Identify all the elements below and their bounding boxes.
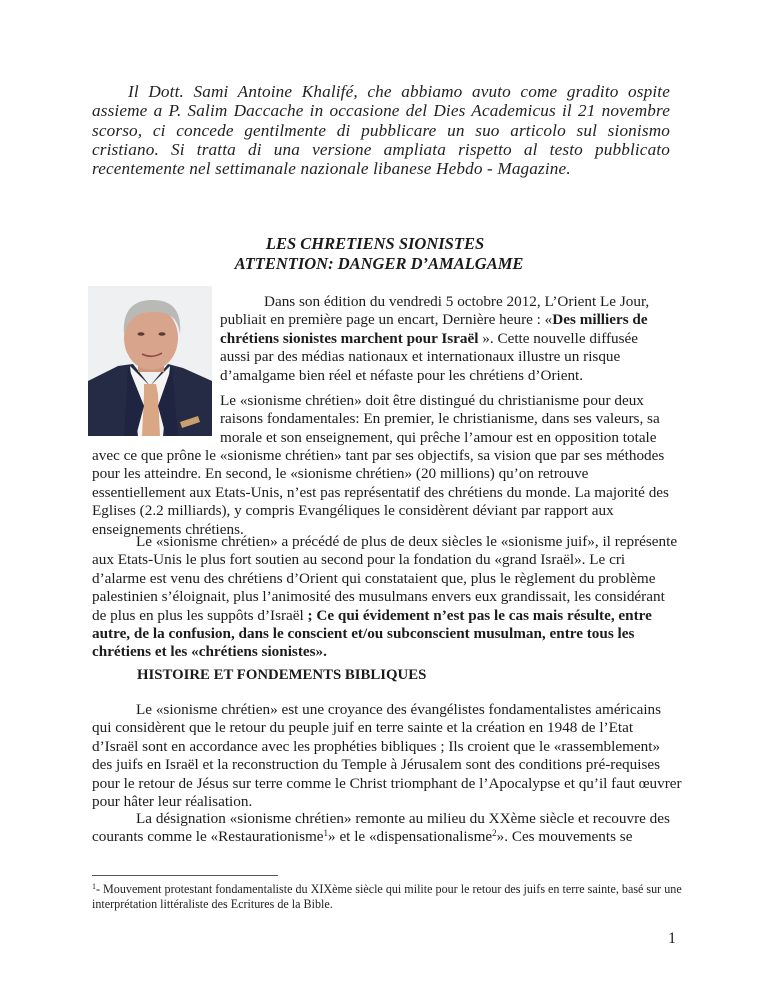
paragraph-1-headline-quote: Des milliers de chrétiens sionistes marchent pour Israël <box>220 311 648 347</box>
intro-paragraph <box>92 82 670 178</box>
page-number: 1 <box>668 930 676 947</box>
footnote-1 <box>92 882 682 912</box>
paragraph-3-emphasis: ; Ce qui évidement n’est pas le cas mais résulte, entre autre, de la confusion, dans le conscient et/ou subconscient musulman, entre tous les chrétiens et les «chrétiens sionistes». <box>92 606 652 661</box>
paragraph-1-text-end: ». Cette nouvelle diffusée aussi par des médias nationaux et internationaux illustre un risque d’amalgame bien réel et néfaste pour les chrétiens d’Orient. <box>220 329 639 384</box>
title-line-1: LES CHRETIENS SIONISTES <box>265 234 485 253</box>
paragraph-3-text: Le «sionisme chrétien» a précédé de plus de deux siècles le «sionisme juif», il représente aux Etats-Unis le plus fort soutien au second pour la fondation du «grand Israël». Le cri d’alarme est venu des chrétiens d’Orient qui constataient que, plus le règlement du problème palestinien s’éloignait, plus l’animosité des musulmans envers eux grandissait, les considérant de plus en plus les suppôts d’Israël <box>92 533 678 624</box>
paragraph-2-full-width: avec ce que prône le «sionisme chrétien» tant par ses objectifs, sa vision que par ses méthodes pour les atteindre. En second, le «sionisme chrétien» (20 millions) qu’on retrouve essentiellement aux Etats-Unis, n’est pas représentatif des chrétiens du monde. La majorité des Eglises (2.2 milliards), y compris Evangéliques le considèrent déviant par rapport aux enseignements chrétiens. <box>92 447 669 538</box>
paragraph-4-text: Le «sionisme chrétien» est une croyance des évangélistes fondamentalistes américains qui considèrent que le retour du peuple juif en terre sainte et la création en 1948 de l’Etat d’Israël sont en accordance avec les prophéties bibliques ; Ils croient que le «rassemblement» des juifs en Israël et la reconstruction du Temple à Jérusalem sont des conditions pré-requises pour le retour de Jésus sur terre comme le Christ triomphant de l’Apocalypse et qu’il faut œuvrer pour hâter leur réalisation. <box>92 701 682 811</box>
paragraph-5 <box>92 810 682 847</box>
paragraph-5-text-2: » et le «dispensationalisme <box>328 828 493 846</box>
paragraph-5-text: La désignation «sionisme chrétien» remonte au milieu du XXème siècle et recouvre des courants comme le «Restaurationisme <box>92 810 670 846</box>
paragraph-4 <box>92 701 682 811</box>
paragraph-3 <box>92 533 682 662</box>
article-title <box>0 234 768 274</box>
paragraph-1 <box>220 293 670 385</box>
footnote-marker: 1 <box>92 882 96 891</box>
footnote-text: - Mouvement protestant fondamentaliste du XIXème siècle qui milite pour le retour des juifs en terre sainte, basé sur une interprétation littéraliste des Ecritures de la Bible. <box>92 882 682 911</box>
paragraph-1-text: Dans son édition du vendredi 5 octobre 2012, L’Orient Le Jour, publiait en première page un encart, Dernière heure : « <box>220 293 650 329</box>
footnote-ref-2[interactable]: 2 <box>492 828 497 839</box>
footnote-ref-1[interactable]: 1 <box>323 828 329 839</box>
intro-text: Il Dott. Sami Antoine Khalifé, che abbiamo avuto come gradito ospite assieme a P. Salim Daccache in occasione del Dies Academicus il 21 novembre scorso, ci concede gentilmente di pubblicare un suo articolo sul sionismo cristiano. Si tratta di una versione ampliata rispetto al testo pubblicato recentemente nel settimanale nazionale libanese Hebdo - Magazine. <box>92 82 670 179</box>
author-photo <box>88 286 212 436</box>
title-line-2: ATTENTION: DANGER D’AMALGAME <box>234 254 524 273</box>
footnote-separator <box>92 875 278 876</box>
section-heading: HISTOIRE ET FONDEMENTS BIBLIQUES <box>137 667 427 683</box>
portrait-image <box>88 286 212 436</box>
paragraph-2-wrapped: Le «sionisme chrétien» doit être distingué du christianisme pour deux raisons fondamentales: En premier, le christianisme, dans ses valeurs, sa morale et son enseignement, qui prêche l’amour est en opposition totale <box>220 392 660 446</box>
paragraph-5-text-3: ». Ces mouvements se <box>496 828 633 846</box>
